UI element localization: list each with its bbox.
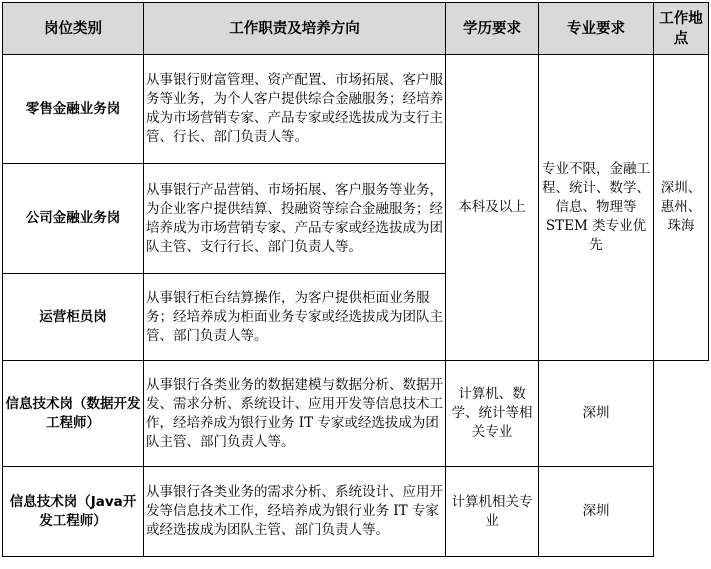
header-location: 工作地点: [654, 3, 709, 55]
duties-cell: 从事银行柜台结算操作，为客户提供柜面业务服务；经培养成为柜面业务专家或经选拔成为团队主管、部门负责人等。: [144, 274, 446, 361]
table-row: [3, 361, 709, 467]
major-cell: 计算机、数学、统计等相关专业: [446, 361, 539, 467]
table-row: [3, 55, 709, 164]
education-cell: 本科及以上: [446, 55, 539, 361]
position-cell: 信息技术岗（数据开发工程师）: [3, 361, 144, 467]
recruitment-table: [2, 2, 709, 557]
duties-cell: 从事银行各类业务的需求分析、系统设计、应用开发等信息技术工作，经培养成为银行业务 IT 专家或经选拔成为团队主管、部门负责人等。: [144, 467, 446, 557]
header-row: [3, 3, 709, 55]
location-cell: 深圳: [539, 467, 654, 557]
header-duties: 工作职责及培养方向: [144, 3, 446, 55]
position-cell: 信息技术岗（Java开发工程师）: [3, 467, 144, 557]
major-cell: 计算机相关专业: [446, 467, 539, 557]
major-cell: 专业不限，金融工程、统计、数学、信息、物理等 STEM 类专业优先: [539, 55, 654, 361]
header-position: 岗位类别: [3, 3, 144, 55]
header-major: 专业要求: [539, 3, 654, 55]
header-education: 学历要求: [446, 3, 539, 55]
table-row: [3, 467, 709, 557]
position-cell: 运营柜员岗: [3, 274, 144, 361]
position-cell: 零售金融业务岗: [3, 55, 144, 164]
duties-cell: 从事银行产品营销、市场拓展、客户服务等业务，为企业客户提供结算、投融资等综合金融服务；经培养成为市场营销专家、产品专家或经选拔成为团队主管、支行行长、部门负责人等。: [144, 164, 446, 274]
location-cell: 深圳、惠州、珠海: [654, 55, 709, 361]
duties-cell: 从事银行财富管理、资产配置、市场拓展、客户服务等业务，为个人客户提供综合金融服务；经培养成为市场营销专家、产品专家或经选拔成为支行主管、行长、部门负责人等。: [144, 55, 446, 164]
location-cell: 深圳: [539, 361, 654, 467]
position-cell: 公司金融业务岗: [3, 164, 144, 274]
duties-cell: 从事银行各类业务的数据建模与数据分析、数据开发、需求分析、系统设计、应用开发等信息技术工作，经培养成为银行业务 IT 专家或经选拔成为团队主管、部门负责人等。: [144, 361, 446, 467]
